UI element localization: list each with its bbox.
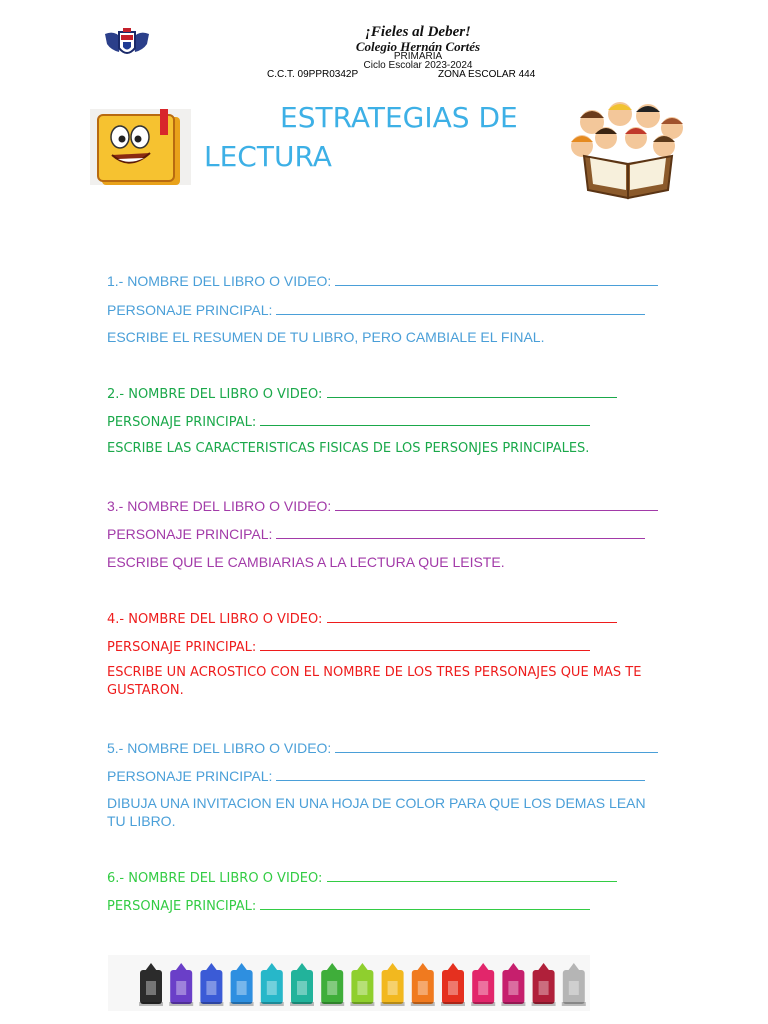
section-2-character-label: PERSONAJE PRINCIPAL: <box>107 415 257 430</box>
school-level: PRIMARIA <box>393 51 443 62</box>
section-1-character-line <box>107 302 645 317</box>
section-6-book-blank[interactable] <box>327 869 617 882</box>
section-1-book-blank[interactable] <box>335 273 658 286</box>
section-6-character-line <box>107 897 590 913</box>
school-name: Colegio Hernán Cortés <box>355 39 481 54</box>
section-5-character-label: PERSONAJE PRINCIPAL: <box>107 768 273 784</box>
section-3-book-blank[interactable] <box>335 498 658 511</box>
section-2-task: ESCRIBE LAS CARACTERISTICAS FISICAS DE LOS PERSONJES PRINCIPALES. <box>107 441 590 456</box>
section-1-character-label: PERSONAJE PRINCIPAL: <box>107 302 273 318</box>
section-4-character-blank[interactable] <box>260 638 590 651</box>
section-5-character-blank[interactable] <box>276 768 645 781</box>
section-2-book-line <box>107 385 617 401</box>
section-6-book-label: 6.- NOMBRE DEL LIBRO O VIDEO: <box>107 871 323 886</box>
section-5-book-label: 5.- NOMBRE DEL LIBRO O VIDEO: <box>107 740 332 756</box>
crayon-icon <box>290 963 314 1006</box>
page-title-line2: LECTURA <box>204 140 332 173</box>
section-4-book-label: 4.- NOMBRE DEL LIBRO O VIDEO: <box>107 612 323 627</box>
cartoon-book-icon <box>90 109 191 185</box>
crayon-icon <box>169 963 193 1006</box>
section-4-book-blank[interactable] <box>327 610 617 623</box>
section-5-task: DIBUJA UNA INVITACION EN UNA HOJA DE COLOR PARA QUE LOS DEMAS LEAN TU LIBRO. <box>107 795 646 829</box>
crayon-row <box>108 955 590 1011</box>
section-5-book-blank[interactable] <box>335 740 658 753</box>
section-1-character-blank[interactable] <box>276 302 645 315</box>
section-4-character-label: PERSONAJE PRINCIPAL: <box>107 640 257 655</box>
page-title-line1: ESTRATEGIAS DE <box>280 101 518 134</box>
section-2-book-blank[interactable] <box>327 385 617 398</box>
school-cycle: Ciclo Escolar 2023-2024 <box>363 60 473 71</box>
section-5-book-line <box>107 740 658 755</box>
section-2-character-blank[interactable] <box>260 413 590 426</box>
crayon-icon <box>320 963 344 1006</box>
section-3-character-label: PERSONAJE PRINCIPAL: <box>107 526 273 542</box>
crayon-icon <box>230 963 254 1006</box>
section-6-book-line <box>107 869 617 885</box>
section-3-book-line <box>107 498 658 513</box>
crayon-icon <box>532 963 556 1006</box>
kids-reading-book-icon <box>566 98 692 200</box>
section-3-character-line <box>107 526 645 541</box>
section-6-character-blank[interactable] <box>260 897 590 910</box>
section-3-task: ESCRIBE QUE LE CAMBIARIAS A LA LECTURA QUE LEISTE. <box>107 554 505 570</box>
crayon-icon <box>381 963 405 1006</box>
section-1-book-line <box>107 273 658 288</box>
crayon-icon <box>471 963 495 1006</box>
section-1-task: ESCRIBE EL RESUMEN DE TU LIBRO, PERO CAMBIALE EL FINAL. <box>107 329 545 345</box>
crayon-border <box>108 955 590 1011</box>
crayon-icon <box>199 963 223 1006</box>
section-3-book-label: 3.- NOMBRE DEL LIBRO O VIDEO: <box>107 498 332 514</box>
school-zone: ZONA ESCOLAR 444 <box>438 69 536 80</box>
crayon-icon <box>350 963 374 1006</box>
section-5-character-line <box>107 768 645 783</box>
section-4-book-line <box>107 610 617 626</box>
section-1-book-label: 1.- NOMBRE DEL LIBRO O VIDEO: <box>107 273 332 289</box>
section-6-character-label: PERSONAJE PRINCIPAL: <box>107 899 257 914</box>
school-motto: ¡Fieles al Deber! <box>365 24 471 40</box>
section-4-task: ESCRIBE UN ACROSTICO CON EL NOMBRE DE LOS TRES PERSONAJES QUE MAS TE GUSTARON. <box>107 665 642 698</box>
section-2-book-label: 2.- NOMBRE DEL LIBRO O VIDEO: <box>107 387 323 402</box>
crayon-icon <box>562 963 586 1006</box>
section-4-character-line <box>107 638 590 654</box>
section-2-character-line <box>107 413 590 429</box>
crayon-icon <box>441 963 465 1006</box>
crayon-icon <box>139 963 163 1006</box>
school-cct: C.C.T. 09PPR0342P <box>267 69 359 80</box>
crayon-icon <box>501 963 525 1006</box>
crayon-icon <box>411 963 435 1006</box>
section-3-character-blank[interactable] <box>276 526 645 539</box>
crayon-icon <box>260 963 284 1006</box>
